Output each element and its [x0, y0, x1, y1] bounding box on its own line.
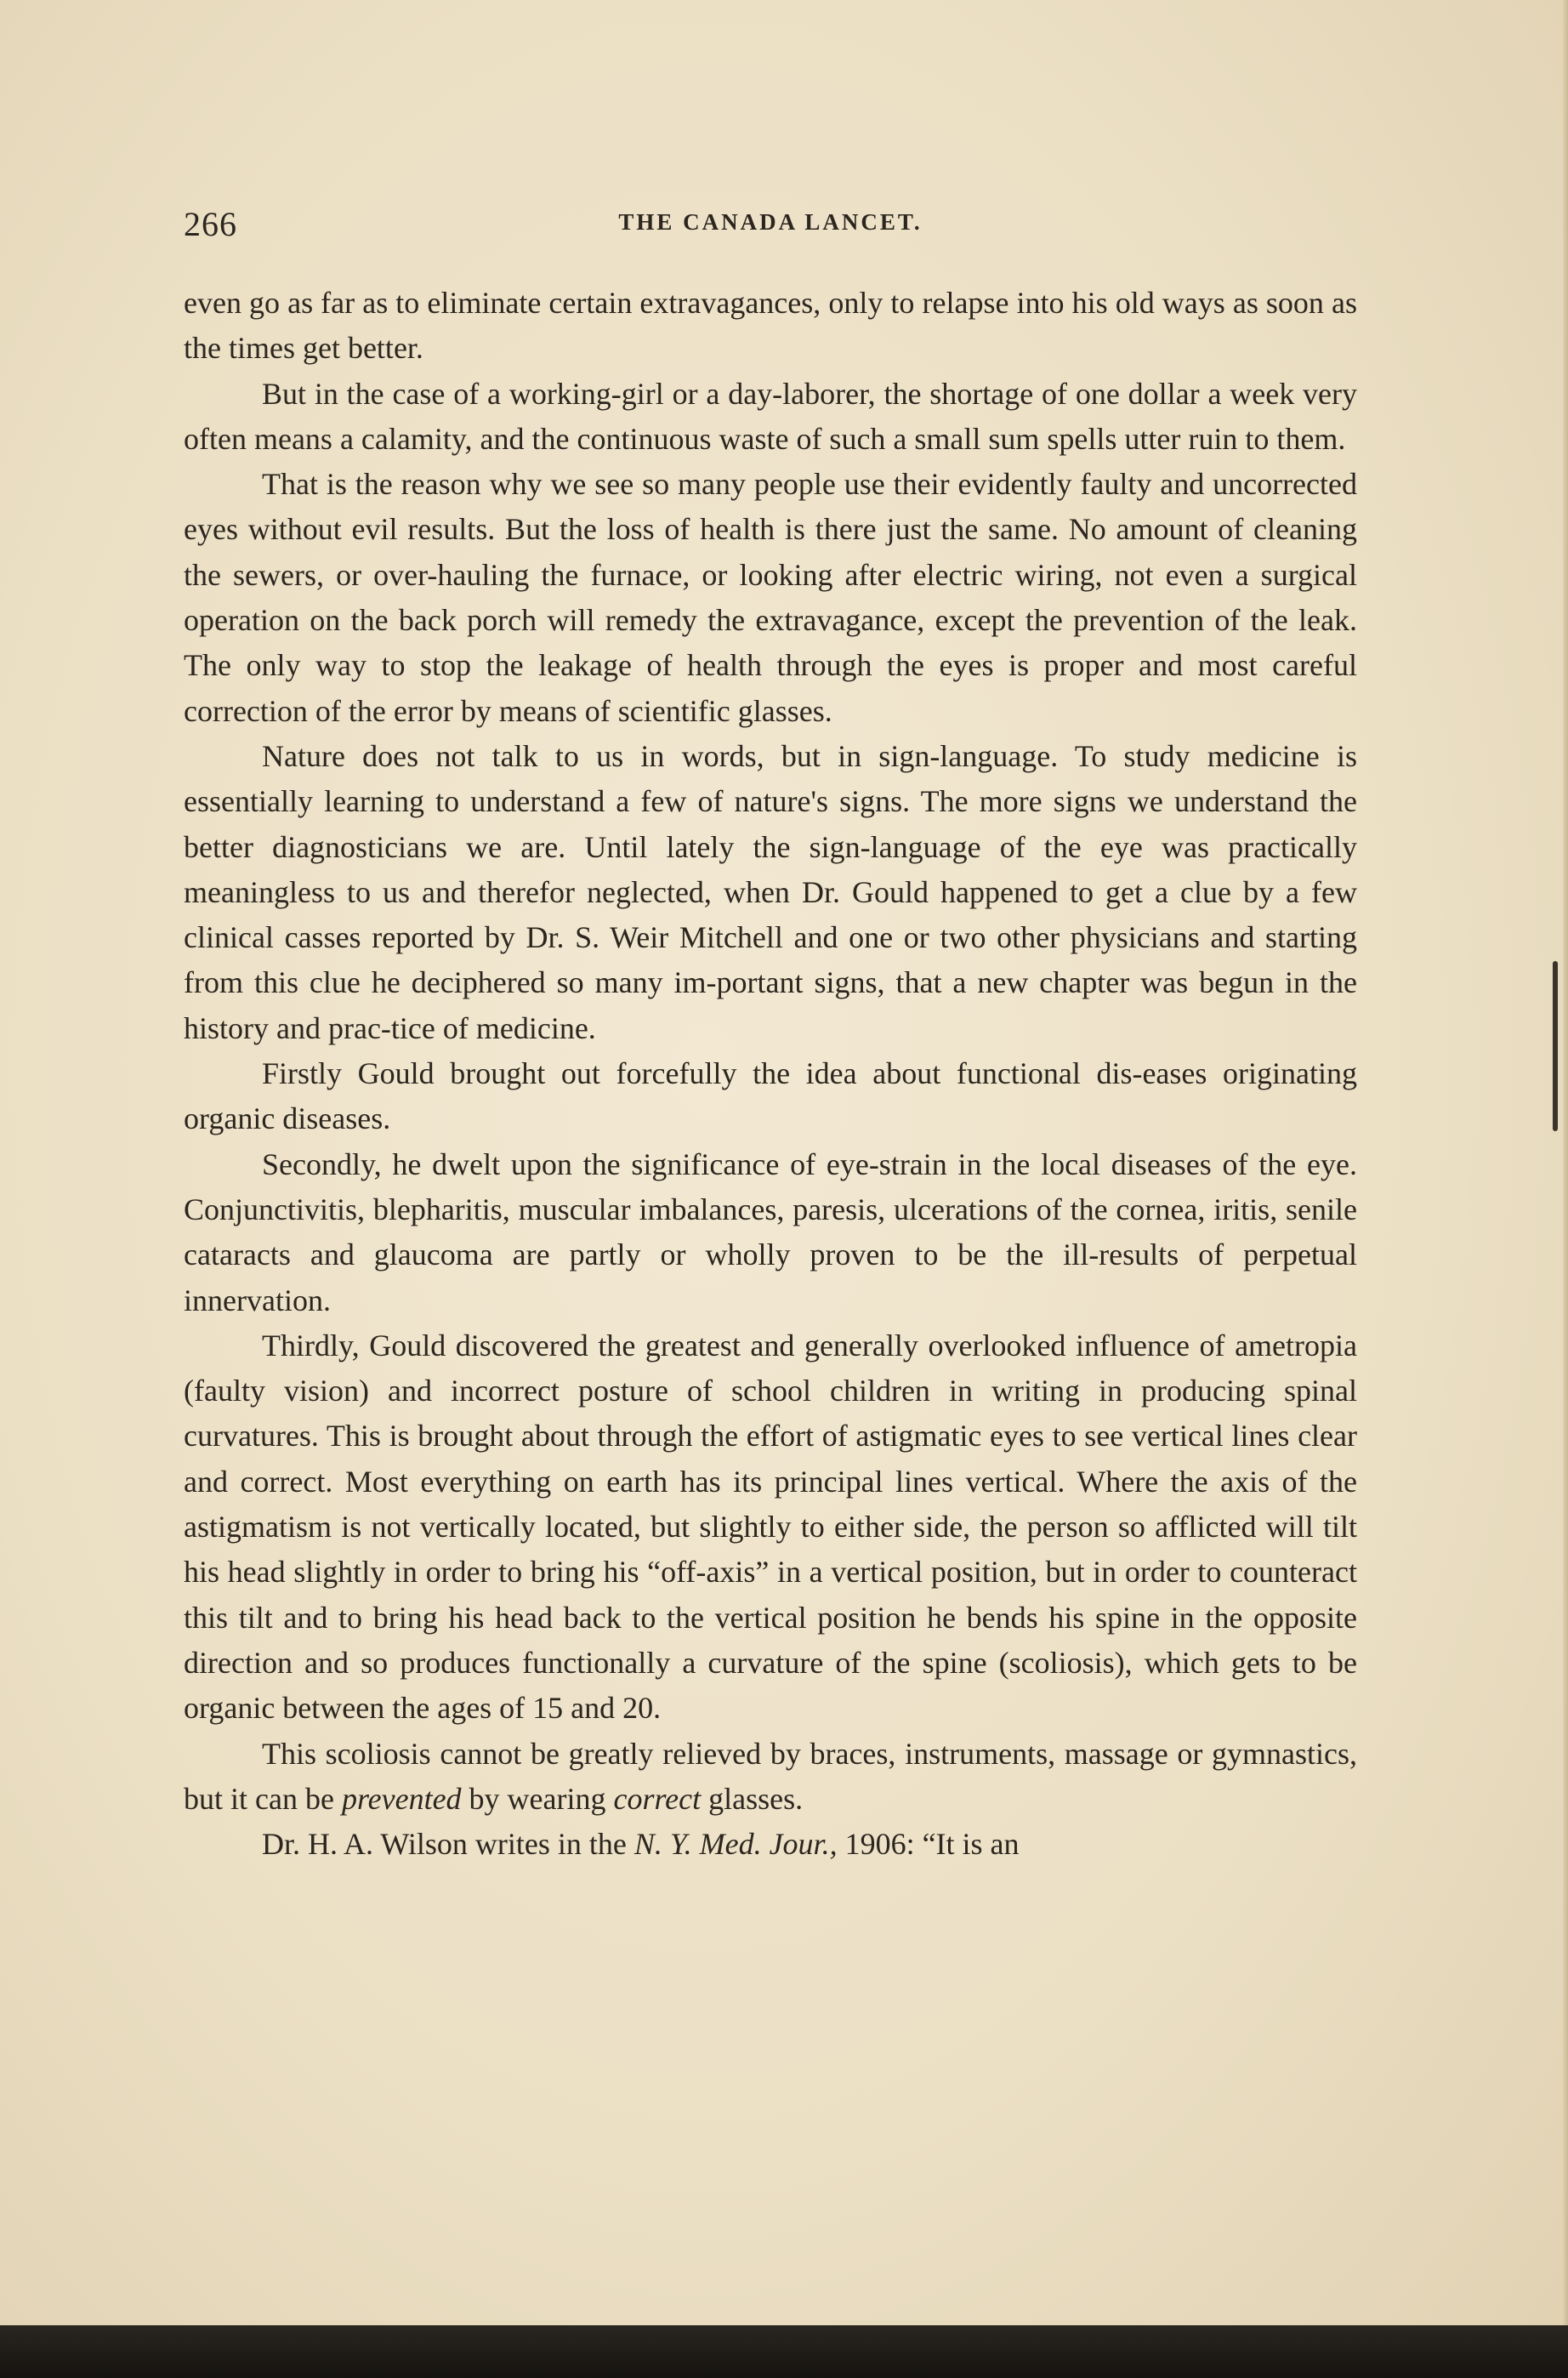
- paragraph-8: [184, 1732, 1357, 1823]
- paragraph-9: [184, 1822, 1357, 1867]
- page-header: [184, 204, 1357, 255]
- paragraph-9-text-c: 1906: “It is an: [837, 1827, 1020, 1862]
- paragraph-8-text-c: by wearing: [461, 1781, 614, 1816]
- scan-bottom-edge: [0, 2325, 1568, 2378]
- journal-citation: N. Y. Med. Jour.,: [633, 1827, 838, 1862]
- paragraph-9-text-a: Dr. H. A. Wilson writes in the: [262, 1827, 634, 1862]
- paragraph-4: Nature does not talk to us in words, but in sign-language. To study medicine is essentially learning to understand a few of nature's signs. The more signs we understand the better diagnosticians we are. Until lately the sign-language of the eye was practically meaningless to us and therefor neglected, when Dr. Gould happened to get a clue by a few clinical casses reported by Dr. S. Weir Mitchell and one or two other physicians and starting from this clue he deciphered so many im-portant signs, that a new chapter was begun in the history and prac-tice of medicine.: [184, 738, 1357, 1045]
- paragraph-6: Secondly, he dwelt upon the significance of eye-strain in the local diseases of the eye. Conjunctivitis, blepharitis, muscular imbalances, paresis, ulcerations of the cornea, iritis, senile cataracts and glaucoma are partly or wholly proven to be the ill-results of perpetual innervation.: [184, 1146, 1357, 1317]
- body-text: [184, 281, 1357, 1867]
- emphasis-prevented: prevented: [341, 1781, 462, 1816]
- running-title: THE CANADA LANCET.: [618, 209, 923, 235]
- emphasis-correct: correct: [613, 1781, 702, 1816]
- paragraph-3: That is the reason why we see so many people use their evidently faulty and uncorrected eyes without evil results. But the loss of health is there just the same. No amount of cleaning the sewers, or over-hauling the furnace, or looking after electric wiring, not even a surgical operation on the back porch will remedy the extravagance, except the prevention of the leak. The only way to stop the leakage of health through the eyes is proper and most careful correction of the error by means of scientific glasses.: [184, 467, 1357, 728]
- binding-mark: [1553, 961, 1558, 1131]
- paragraph-1: even go as far as to eliminate certain extravagances, only to relapse into his old ways as soon as the times get better.: [184, 286, 1357, 366]
- page-number: 266: [184, 205, 237, 243]
- paragraph-8-text-e: glasses.: [701, 1781, 804, 1816]
- paragraph-5: Firstly Gould brought out forcefully the idea about functional dis-eases originating organic diseases.: [184, 1056, 1357, 1136]
- paragraph-2: But in the case of a working-girl or a day-laborer, the shortage of one dollar a week very often means a calamity, and the continuous waste of such a small sum spells utter ruin to them.: [184, 376, 1357, 456]
- paragraph-8-text-a: This scoliosis cannot be greatly relieved by braces, instruments, massage or gymnastics, but it can be: [184, 1736, 1357, 1816]
- page-right-edge: [1563, 0, 1568, 2325]
- paragraph-7: Thirdly, Gould discovered the greatest and generally overlooked influence of ametropia (faulty vision) and incorrect posture of school children in writing in producing spinal curvatures. This is brought about through the effort of astigmatic eyes to see vertical lines clear and correct. Most everything on earth has its principal lines vertical. Where the axis of the astigmatism is not vertically located, but slightly to either side, the person so afflicted will tilt his head slightly in order to bring his “off-axis” in a vertical position, but in order to counteract this tilt and to bring his head back to the vertical position he bends his spine in the opposite direction and so produces functionally a curvature of the spine (scoliosis), which gets to be organic between the ages of 15 and 20.: [184, 1328, 1357, 1726]
